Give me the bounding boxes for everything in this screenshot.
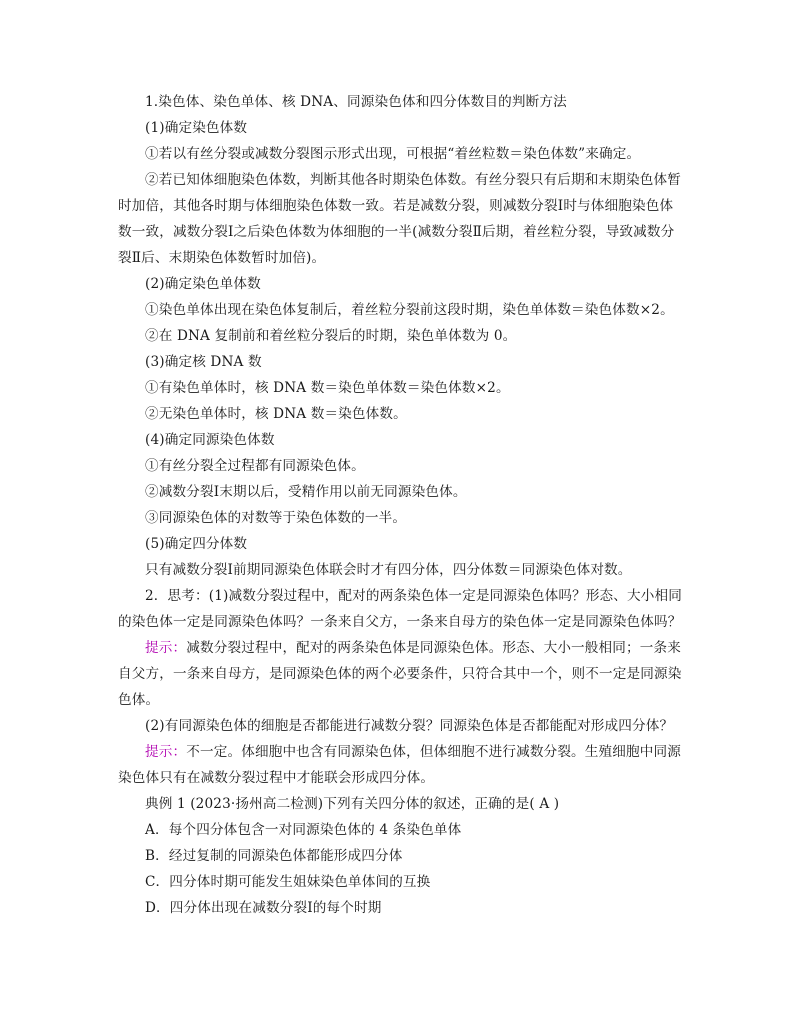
paragraph-line: 裂Ⅱ后、末期染色体数暂时加倍)。 [118, 250, 326, 266]
paragraph-line: ①有染色单体时，核 DNA 数＝染色单体数＝染色体数×2。 [145, 380, 510, 396]
hint-text: 不一定。体细胞中也含有同源染色体，但体细胞不进行减数分裂。生殖细胞中同源 [186, 744, 682, 760]
hint-text: 减数分裂过程中，配对的两条染色体是同源染色体。形态、大小一般相同；一条来 [186, 640, 682, 656]
paragraph-line: ②减数分裂Ⅰ末期以后，受精作用以前无同源染色体。 [145, 484, 467, 500]
paragraph-line: ①染色单体出现在染色体复制后，着丝粒分裂前这段时期，染色单体数＝染色体数×2。 [145, 302, 674, 318]
hint-line [118, 739, 688, 765]
hint-line: 染色体只有在减数分裂过程中才能联会形成四分体。 [118, 770, 435, 786]
option-c: C．四分体时期可能发生姐妹染色单体间的互换 [145, 874, 431, 890]
section-heading: 1.染色体、染色单体、核 DNA、同源染色体和四分体数目的判断方法 [145, 94, 567, 110]
subheading: (2)确定染色单体数 [145, 276, 261, 292]
hint-label: 提示： [145, 640, 187, 656]
paragraph-line: ①有丝分裂全过程都有同源染色体。 [145, 458, 365, 474]
hint-line: 自父方，一条来自母方，是同源染色体的两个必要条件，只符合其中一个，则不一定是同源染 [118, 666, 682, 682]
option-d: D．四分体出现在减数分裂Ⅰ的每个时期 [145, 900, 382, 916]
subheading: (1)确定染色体数 [145, 120, 248, 136]
document-body [118, 89, 688, 921]
paragraph-line: ①若以有丝分裂或减数分裂图示形式出现，可根据“着丝粒数＝染色体数”来确定。 [145, 146, 641, 162]
example-question: 典例 1 (2023·扬州高二检测)下列有关四分体的叙述，正确的是( A ) [145, 796, 560, 812]
hint-line [118, 635, 688, 661]
question-line: (2)有同源染色体的细胞是否都能进行减数分裂？同源染色体是否都能配对形成四分体？ [145, 718, 674, 734]
paragraph-line: 时加倍，其他各时期与体细胞染色体数一致。若是减数分裂，则减数分裂Ⅰ时与体细胞染色体 [118, 198, 674, 214]
hint-label: 提示： [145, 744, 187, 760]
subheading: (5)确定四分体数 [145, 536, 248, 552]
paragraph-line: ②若已知体细胞染色体数，判断其他各时期染色体数。有丝分裂只有后期和末期染色体暂 [145, 172, 682, 188]
paragraph-line: ②在 DNA 复制前和着丝粒分裂后的时期，染色单体数为 0。 [145, 328, 517, 344]
question-line: 2．思考：(1)减数分裂过程中，配对的两条染色体一定是同源染色体吗？形态、大小相同 [145, 588, 683, 604]
hint-line: 色体。 [118, 692, 160, 708]
paragraph-line: ③同源染色体的对数等于染色体数的一半。 [145, 510, 407, 526]
paragraph-line: ②无染色单体时，核 DNA 数＝染色体数。 [145, 406, 407, 422]
option-a: A．每个四分体包含一对同源染色体的 4 条染色单体 [145, 822, 462, 838]
subheading: (4)确定同源染色体数 [145, 432, 275, 448]
question-line: 的染色体一定是同源染色体吗？一条来自父方，一条来自母方的染色体一定是同源染色体吗？ [118, 614, 682, 630]
subheading: (3)确定核 DNA 数 [145, 354, 262, 370]
paragraph-line: 只有减数分裂Ⅰ前期同源染色体联会时才有四分体，四分体数＝同源染色体对数。 [145, 562, 632, 578]
option-b: B．经过复制的同源染色体都能形成四分体 [145, 848, 403, 864]
paragraph-line: 数一致，减数分裂Ⅰ之后染色体数为体细胞的一半(减数分裂Ⅱ后期，着丝粒分裂，导致减数分 [118, 224, 675, 240]
